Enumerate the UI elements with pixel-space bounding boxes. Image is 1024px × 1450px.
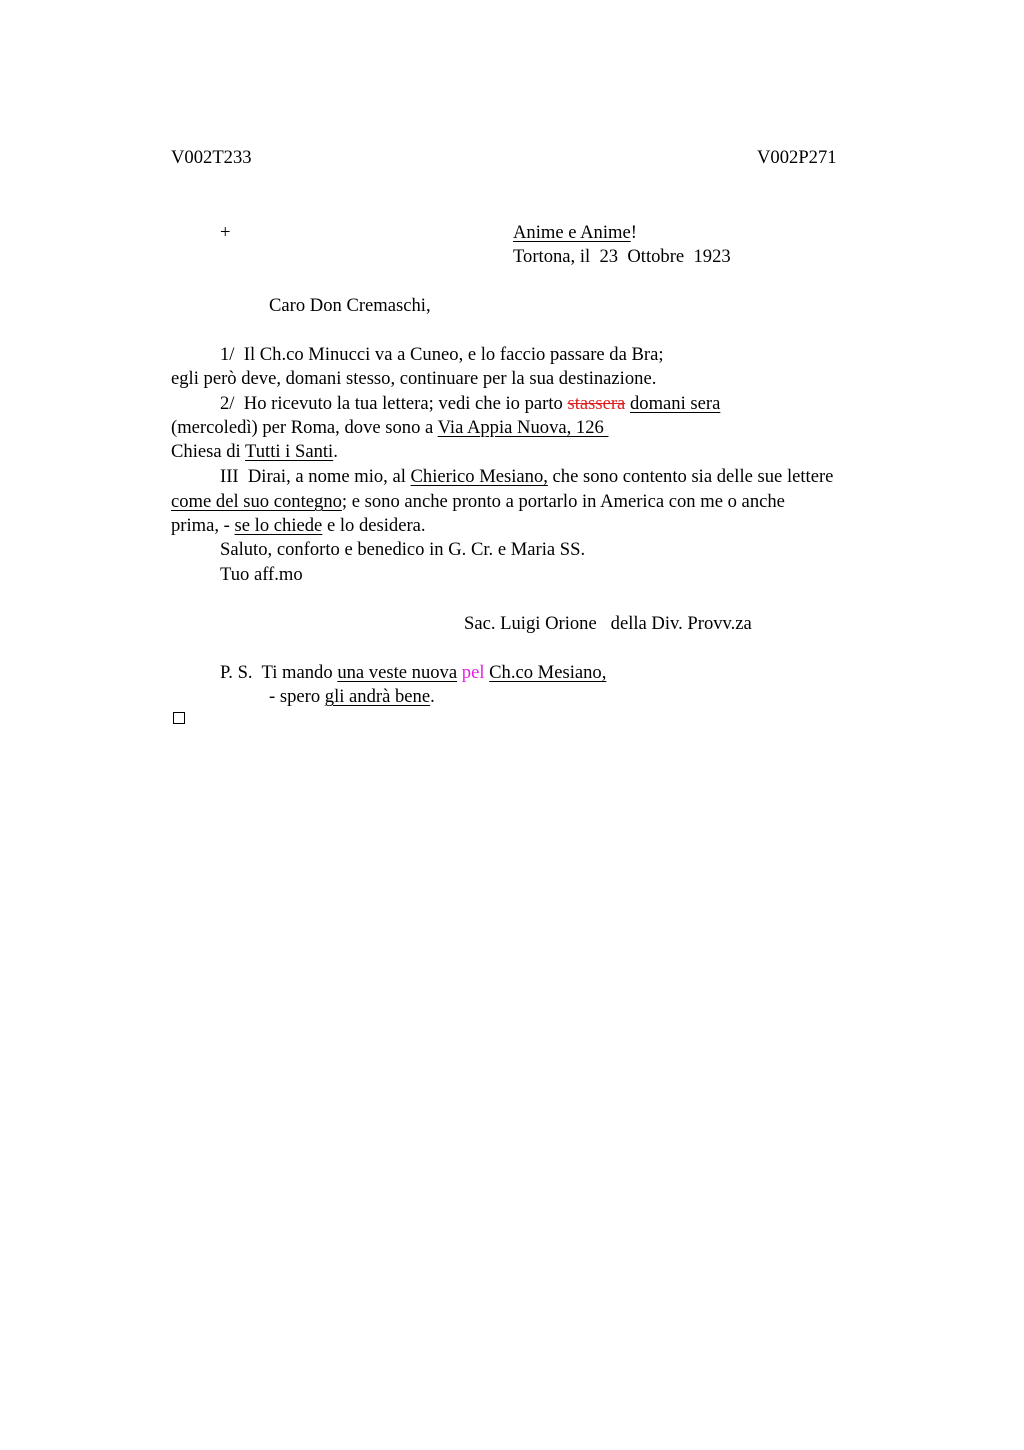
p3-underlined: Chierico Mesiano, (410, 466, 548, 487)
salutation: Caro Don Cremaschi, (269, 295, 431, 316)
closing-yours: Tuo aff.mo (220, 564, 303, 585)
cross-mark: + (220, 222, 231, 243)
ps-underlined-1: una veste nuova (337, 662, 458, 683)
paragraph-2-line-2 (171, 416, 608, 440)
postscript-line-2 (269, 685, 435, 709)
postscript-line-1 (220, 661, 606, 685)
paragraph-3-line-1 (220, 465, 833, 489)
p3-line2-text: ; e sono anche pronto a portarlo in America con me o anche (341, 491, 785, 512)
p3-text-end: che sono contento sia delle sue lettere (547, 466, 834, 487)
p2-line2-text: (mercoledì) per Roma, dove sono a (171, 417, 438, 438)
deleted-word: stassera (567, 393, 626, 414)
paragraph-2-line-1 (220, 392, 720, 416)
paragraph-1-line-1: 1/ Il Ch.co Minucci va a Cuneo, e lo faccio passare da Bra; (220, 344, 664, 365)
document-code-right: V002P271 (757, 147, 837, 168)
motto-end: ! (630, 222, 637, 243)
paragraph-1-line-2: egli però deve, domani stesso, continuare per la sua destinazione. (171, 368, 657, 389)
ps-line2-text: - spero (269, 686, 325, 707)
p2-text: 2/ Ho ricevuto la tua lettera; vedi che io parto (220, 393, 568, 414)
signature: Sac. Luigi Orione della Div. Provv.za (464, 613, 752, 634)
motto (513, 221, 637, 245)
square-box-icon (173, 712, 185, 724)
closing-blessing: Saluto, conforto e benedico in G. Cr. e Maria SS. (220, 539, 586, 560)
p3-line3-underlined: se lo chiede (234, 515, 323, 536)
ps-text: P. S. Ti mando (220, 662, 338, 683)
paragraph-3-line-2 (171, 490, 785, 514)
p3-line2-underlined: come del suo contegno (171, 491, 342, 512)
place-date: Tortona, il 23 Ottobre 1923 (513, 246, 731, 267)
p2-line3-end: . (333, 441, 338, 462)
p3-line3-text: prima, - (171, 515, 235, 536)
ps-underlined-2: Ch.co Mesiano, (489, 662, 607, 683)
inserted-word: pel (461, 662, 485, 683)
address-underlined: Via Appia Nuova, 126 (437, 417, 609, 438)
church-underlined: Tutti i Santi (245, 441, 334, 462)
p3-text: III Dirai, a nome mio, al (220, 466, 411, 487)
ps-line2-underlined: gli andrà bene (324, 686, 431, 707)
document-code-left: V002T233 (171, 147, 252, 168)
p2-line3-text: Chiesa di (171, 441, 246, 462)
motto-underlined: Anime e Anime (513, 222, 631, 243)
paragraph-3-line-3 (171, 514, 426, 538)
paragraph-2-line-3 (171, 440, 338, 464)
p3-line3-end: e lo desidera. (322, 515, 426, 536)
ps-line2-end: . (430, 686, 435, 707)
p2-underlined: domani sera (629, 393, 721, 414)
